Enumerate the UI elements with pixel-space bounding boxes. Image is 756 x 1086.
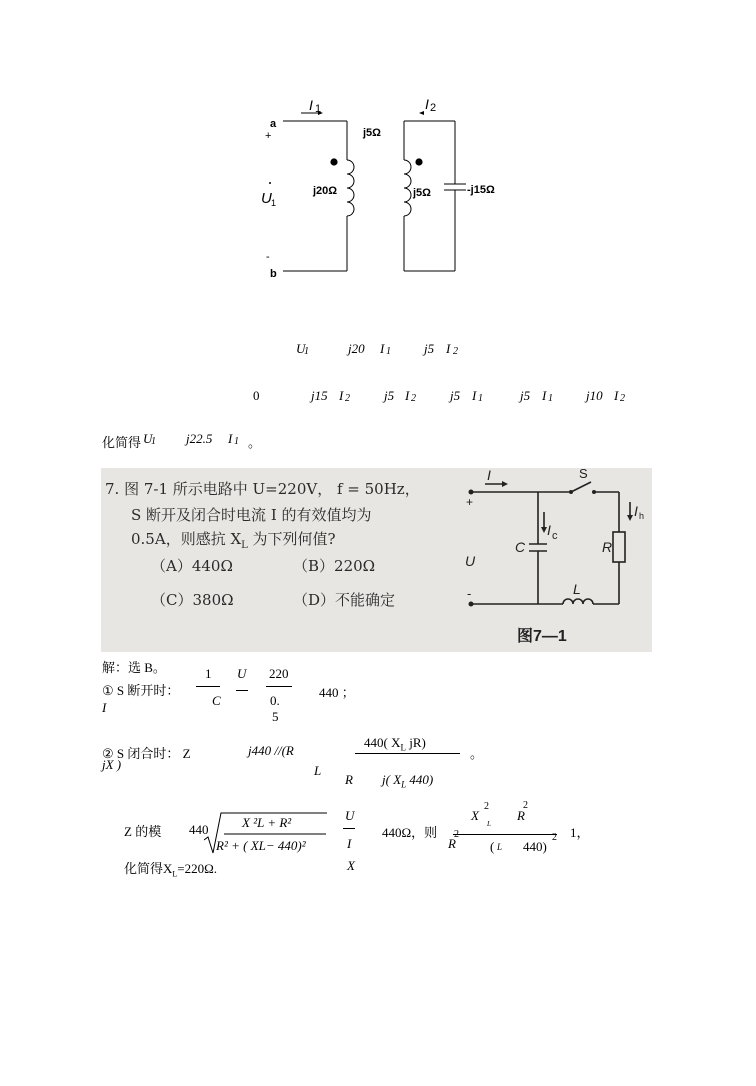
frac-den-sup: 2 xyxy=(552,832,557,843)
terminal-top xyxy=(469,490,474,495)
modulus-i: I xyxy=(347,836,352,851)
switch-contact xyxy=(569,490,573,494)
arrow-head-icon xyxy=(419,111,424,115)
eq1-i2-sub: 2 xyxy=(453,346,458,357)
fig-l-label: L xyxy=(573,581,581,597)
simplify-coef: j22.5 xyxy=(186,431,213,446)
simplify-i: I xyxy=(228,431,233,446)
dot-over-u1 xyxy=(269,182,271,184)
dot-mark xyxy=(415,158,422,165)
j20-label: j20Ω xyxy=(313,185,338,197)
u1-label: U xyxy=(261,190,272,207)
terminal-a-label: a xyxy=(270,118,277,130)
option-b: （B）220Ω xyxy=(293,557,376,575)
eq1-i1-sub: 1 xyxy=(386,346,391,357)
eq2-i2b: I xyxy=(405,388,410,403)
resistor-r xyxy=(613,532,625,562)
step2-l-sub: L xyxy=(314,763,322,778)
step2-mid: j440 //(R xyxy=(248,743,294,758)
modulus-result: 440Ω，则 xyxy=(382,825,438,840)
final-line: 化简得$X_L=220\Omega$. xyxy=(124,861,218,879)
capacitor-label: -j15Ω xyxy=(467,184,495,196)
fraction-bar xyxy=(343,828,355,829)
step2-prefix: ② S 闭合时： Z xyxy=(102,746,191,761)
eq2-j5b: j5 xyxy=(450,388,461,403)
eq2-i1a: I xyxy=(472,388,477,403)
eq2-i2a: I xyxy=(339,388,344,403)
step1-i: I xyxy=(102,700,107,715)
frac-den-l: L xyxy=(497,842,503,852)
i1-sub: 1 xyxy=(315,103,322,115)
j5-label: j5Ω xyxy=(413,187,431,199)
terminal-b-label: b xyxy=(270,268,277,280)
option-d: （D）不能确定 xyxy=(293,591,396,609)
simplify-u-sub: 1 xyxy=(151,436,156,447)
modulus-u: U xyxy=(345,808,355,823)
eq2-i2b-sub: 2 xyxy=(411,393,416,404)
fig-ih-label: I xyxy=(634,503,638,519)
fig-s-label: S xyxy=(579,468,588,481)
frac-x-sup: 2 xyxy=(484,801,489,812)
step1-den-c: C xyxy=(212,693,221,708)
switch-blade xyxy=(571,482,591,492)
eq1-i1: I xyxy=(380,341,385,356)
eq2-i1b: I xyxy=(542,388,547,403)
eq1-u-sub: 1 xyxy=(304,346,309,357)
inductor-j5-coil xyxy=(404,160,411,216)
step1-num-1: 1 xyxy=(205,666,212,681)
step2-jx: jX ) xyxy=(102,757,122,772)
step1-prefix: ① S 断开时： xyxy=(102,683,180,698)
coupled-inductor-circuit xyxy=(0,0,756,300)
frac-r: R xyxy=(517,808,525,823)
step1-05b: 5 xyxy=(272,709,279,724)
eq2-j15: j15 xyxy=(311,388,328,403)
option-c: （C）380Ω xyxy=(151,591,234,609)
frac-equals-one: 1， xyxy=(570,825,590,840)
eq2-j5c: j5 xyxy=(520,388,531,403)
problem-7-scan xyxy=(101,468,652,652)
eq1-j20: j20 xyxy=(348,341,365,356)
fig-ih-sub: h xyxy=(639,511,645,521)
frac-den-r-sup: 2 xyxy=(454,829,459,840)
inductor-j20-coil xyxy=(347,160,354,216)
modulus-440: 440 xyxy=(189,822,209,837)
fig-minus: - xyxy=(467,586,472,601)
frac-den-440: 440) xyxy=(523,839,547,854)
fraction-bar xyxy=(266,686,292,687)
fig-ic-sub: c xyxy=(552,530,558,542)
step2-num: 440( $X_L$ jR) xyxy=(364,735,426,753)
fraction-bar xyxy=(355,753,460,754)
modulus-num: X ²L + R² xyxy=(242,815,292,830)
frac-den-paren: ( xyxy=(490,839,495,854)
i2-label: I xyxy=(425,96,429,112)
option-a: （A）440Ω xyxy=(151,557,233,575)
fig-plus: + xyxy=(466,495,474,509)
frac-den-r: R xyxy=(448,836,456,851)
solution-head: 解：选 B。 xyxy=(102,660,166,675)
switch-contact xyxy=(592,490,596,494)
eq1-j5: j5 xyxy=(424,341,435,356)
step1-u: U xyxy=(237,666,247,681)
problem-line-1: 7. 图 7-1 所示电路中 U=220V， f = 50Hz， xyxy=(105,480,420,498)
eq2-i1a-sub: 1 xyxy=(478,393,483,404)
modulus-den: R² + ( XL− 440)² xyxy=(216,838,306,853)
eq2-j5a: j5 xyxy=(384,388,395,403)
step2-den: j( $X_L$ 440) xyxy=(382,772,434,790)
eq1-u: U xyxy=(296,341,306,356)
inductor-l-coil xyxy=(563,599,593,604)
fraction-bar xyxy=(236,690,248,691)
fig-u-label: U xyxy=(465,553,476,569)
frac-r-sup: 2 xyxy=(523,800,528,811)
arrow-head-icon xyxy=(627,515,633,521)
eq1-i2: I xyxy=(446,341,451,356)
frac-x: X xyxy=(471,808,479,823)
problem-line-3: 0.5A，则感抗 $X_L$ 为下列何值? xyxy=(131,530,336,551)
fraction-bar xyxy=(196,686,220,687)
step1-220: 220 xyxy=(269,666,289,681)
eq2-zero: 0 xyxy=(253,388,260,403)
step1-440: 440 ； xyxy=(319,685,355,700)
fig-ic-label: I xyxy=(547,522,551,538)
fig-caption: 图7—1 xyxy=(517,628,567,645)
step1-05a: 0. xyxy=(270,693,280,708)
u1-sub: 1 xyxy=(271,198,277,208)
figure-7-1-circuit xyxy=(451,468,652,652)
step2-end: 。 xyxy=(470,746,484,761)
eq2-i2a-sub: 2 xyxy=(345,393,350,404)
simplify-prefix: 化简得 xyxy=(102,435,142,450)
fig-c-label: C xyxy=(515,539,526,555)
fig-r-label: R xyxy=(602,539,613,555)
simplify-u: U xyxy=(143,431,153,446)
problem-line-2: S 断开及闭合时电流 I 的有效值均为 xyxy=(131,506,372,524)
minus-sign: - xyxy=(266,251,270,263)
frac-x-sub: L xyxy=(487,820,491,828)
arrow-head-icon xyxy=(502,481,508,487)
terminal-bottom xyxy=(469,602,474,607)
plus-sign: + xyxy=(265,130,272,142)
eq2-i1b-sub: 1 xyxy=(548,393,553,404)
eq2-i2c-sub: 2 xyxy=(620,393,625,404)
modulus-prefix: Z 的模 xyxy=(124,824,162,839)
eq2-j10: j10 xyxy=(586,388,603,403)
i1-label: I xyxy=(309,97,313,113)
modulus-x: X xyxy=(347,858,355,873)
dot-mark xyxy=(330,158,337,165)
fig-i-label: I xyxy=(487,468,491,483)
simplify-i-sub: 1 xyxy=(234,436,239,447)
simplify-end: 。 xyxy=(248,435,262,450)
mutual-j5-label: j5Ω xyxy=(363,127,381,139)
step2-den-r: R xyxy=(345,772,353,787)
fraction-bar xyxy=(453,834,557,835)
eq2-i2c: I xyxy=(614,388,619,403)
i2-sub: 2 xyxy=(430,102,437,114)
